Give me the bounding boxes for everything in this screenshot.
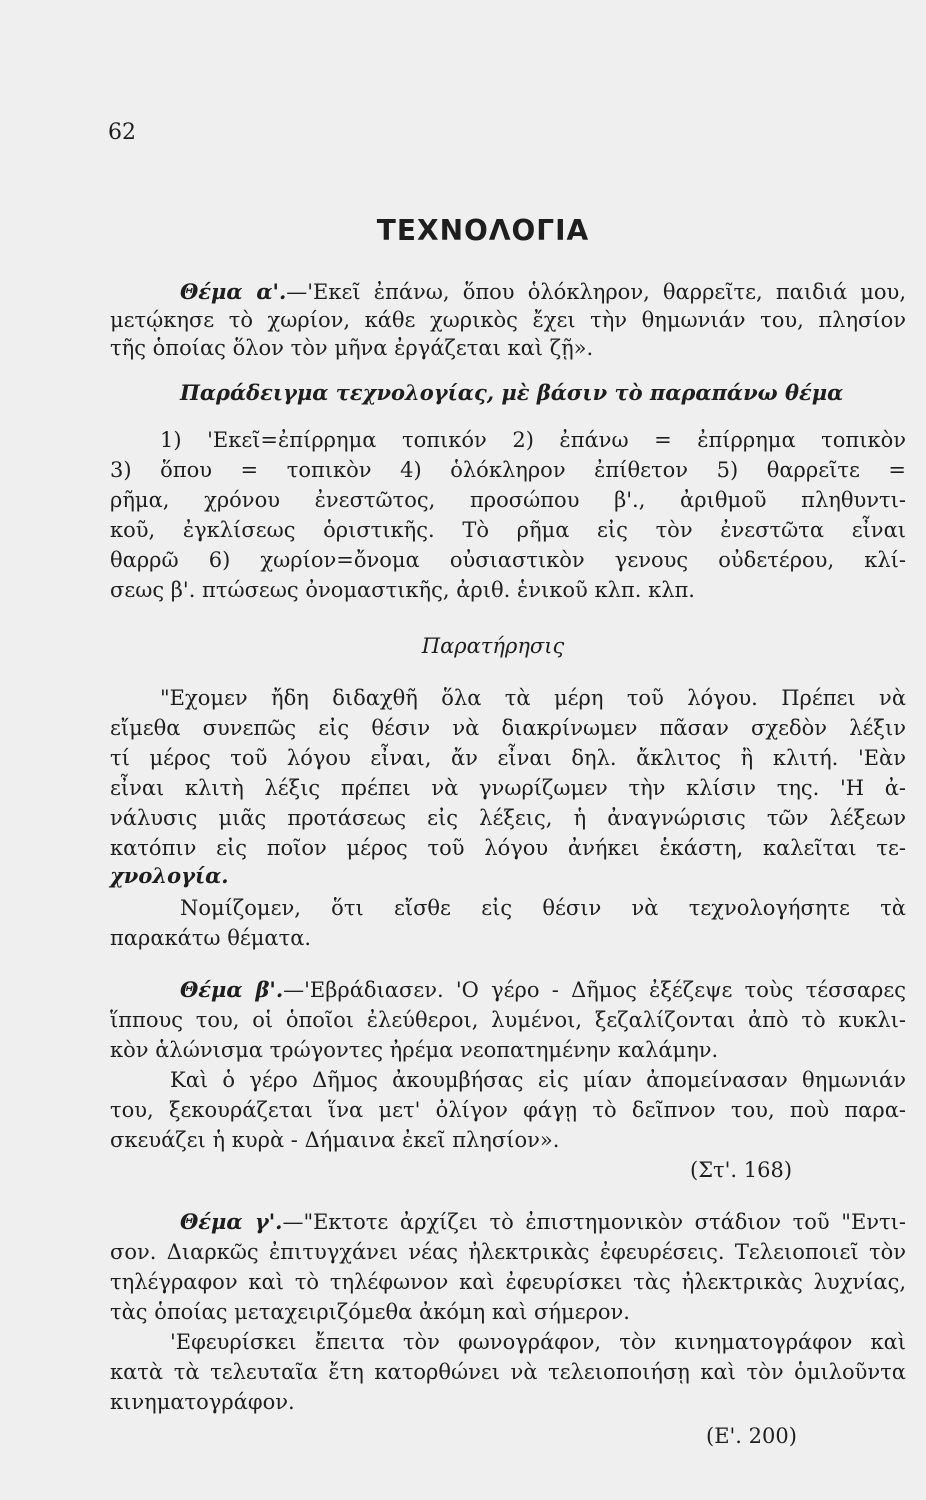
remark-line-3: τί μέρος τοῦ λόγου εἶναι, ἄν εἶναι δηλ. ἄκλιτος ἢ κλιτή. 'Εὰν: [110, 746, 906, 770]
remark-line-4: εἶναι κλιτὴ λέξις πρέπει νὰ γνωρίζωμεν τὴν κλίσιν της. 'Η ἀ-: [110, 776, 906, 800]
remark-line-7: χνολογία.: [110, 863, 229, 888]
page-number: 62: [108, 120, 136, 145]
theme-c-line-3: τηλέγραφον καὶ τὸ τηλέφωνον καὶ ἐφευρίσκει τὰς ἠλεκτρικὰς λυχνίας,: [110, 1270, 906, 1294]
remark-heading: Παρατήρησις: [421, 634, 565, 658]
page-title: ΤΕΧΝΟΛΟΓΙΑ: [376, 214, 590, 247]
theme-b-reference: (Στ'. 168): [690, 1158, 793, 1182]
theme-c-line-4: τὰς ὁποίας μεταχειριζόμεθα ἀκόμη καὶ σήμερον.: [110, 1300, 630, 1324]
example-line-1: 1) 'Εκεῖ=ἐπίρρημα τοπικόν 2) ἐπάνω = ἐπίρρημα τοπικὸν: [160, 428, 906, 452]
theme-c-label: Θέμα γ'.: [180, 1209, 283, 1234]
theme-c-line-1: Θέμα γ'.—"Εκτοτε ἀρχίζει τὸ ἐπιστημονικὸν στάδιον τοῦ "Εντι-: [180, 1209, 906, 1234]
example-line-3: ρῆμα, χρόνου ἐνεστῶτος, προσώπου β'., ἀριθμοῦ πληθυντι-: [110, 488, 906, 512]
remark-line-2: εἴμεθα συνεπῶς εἰς θέσιν νὰ διακρίνωμεν πᾶσαν σχεδὸν λέξιν: [110, 716, 906, 740]
example-line-2: 3) ὅπου = τοπικὸν 4) ὁλόκληρον ἐπίθετον 5) θαρρεῖτε =: [110, 458, 906, 482]
example-line-6: σεως β'. πτώσεως ὀνομαστικῆς, ἀριθ. ἑνικοῦ κλπ. κλπ.: [110, 578, 695, 602]
theme-a-line-2: μετῴκησε τὸ χωρίον, κάθε χωρικὸς ἔχει τὴν θημωνιάν του, πλησίον: [110, 308, 906, 332]
theme-c-line-7: κινηματογράφον.: [110, 1390, 295, 1414]
remark-line-5: νάλυσις μιᾶς προτάσεως εἰς λέξεις, ἡ ἀναγνώρισις τῶν λέξεων: [110, 806, 906, 830]
theme-b-line-1: Θέμα β'.—'Εβράδιασεν. 'Ο γέρο - Δῆμος ἐξέζεψε τοὺς τέσσαρες: [180, 977, 906, 1002]
theme-b-line-5: του, ξεκουράζεται ἵνα μετ' ὀλίγον φάγῃ τὸ δεῖπνον του, ποὺ παρα-: [110, 1098, 906, 1122]
example-line-5: θαρρῶ 6) χωρίον=ὄνομα οὐσιαστικὸν γενους οὐδετέρου, κλί-: [110, 548, 906, 572]
theme-b-line-6: σκευάζει ἡ κυρὰ - Δήμαινα ἐκεῖ πλησίον».: [110, 1128, 560, 1152]
theme-b-line-2: ἵππους του, οἱ ὁποῖοι ἐλεύθεροι, λυμένοι, ξεζαλίζονται ἀπὸ τὸ κυκλι-: [110, 1008, 906, 1032]
theme-c-reference: (Ε'. 200): [706, 1424, 797, 1448]
example-line-4: κοῦ, ἐγκλίσεως ὁριστικῆς. Τὸ ρῆμα εἰς τὸν ἐνεστῶτα εἶναι: [110, 518, 906, 542]
theme-a-line-3: τῆς ὁποίας ὅλον τὸν μῆνα ἐργάζεται καὶ ζῇ».: [110, 336, 594, 360]
theme-c-line-6: κατὰ τὰ τελευταῖα ἔτη κατορθώνει νὰ τελειοποιήσῃ καὶ τὸν ὁμιλοῦντα: [110, 1360, 906, 1384]
example-heading: Παράδειγμα τεχνολογίας, μὲ βάσιν τὸ παραπάνω θέμα: [180, 380, 844, 405]
theme-c-line-2: σον. Διαρκῶς ἐπιτυγχάνει νέας ἠλεκτρικὰς ἐφευρέσεις. Τελειοποιεῖ τὸν: [110, 1240, 906, 1264]
remark-line-6: κατόπιν εἰς ποῖον μέρος τοῦ λόγου ἀνήκει ἑκάστη, καλεῖται τε-: [110, 836, 906, 860]
instruction-line-1: Νομίζομεν, ὅτι εἴσθε εἰς θέσιν νὰ τεχνολογήσητε τὰ: [180, 896, 906, 920]
theme-a-label: Θέμα α'.: [180, 279, 287, 304]
theme-b-line-3: κὸν ἁλώνισμα τρώγοντες ἠρέμα νεοπατημένην καλάμην.: [110, 1038, 719, 1062]
instruction-line-2: παρακάτω θέματα.: [110, 926, 312, 950]
theme-a-line-1: Θέμα α'.—'Εκεῖ ἐπάνω, ὅπου ὁλόκληρον, θαρρεῖτε, παιδιά μου,: [180, 279, 906, 304]
theme-c-line-5: 'Εφευρίσκει ἔπειτα τὸν φωνογράφον, τὸν κινηματογράφον καὶ: [170, 1330, 906, 1354]
theme-b-label: Θέμα β'.: [180, 977, 284, 1002]
remark-line-1: "Εχομεν ἤδη διδαχθῆ ὅλα τὰ μέρη τοῦ λόγου. Πρέπει νὰ: [160, 686, 906, 710]
theme-b-line-4: Καὶ ὁ γέρο Δῆμος ἀκουμβήσας εἰς μίαν ἀπομείνασαν θημωνιάν: [170, 1068, 906, 1092]
